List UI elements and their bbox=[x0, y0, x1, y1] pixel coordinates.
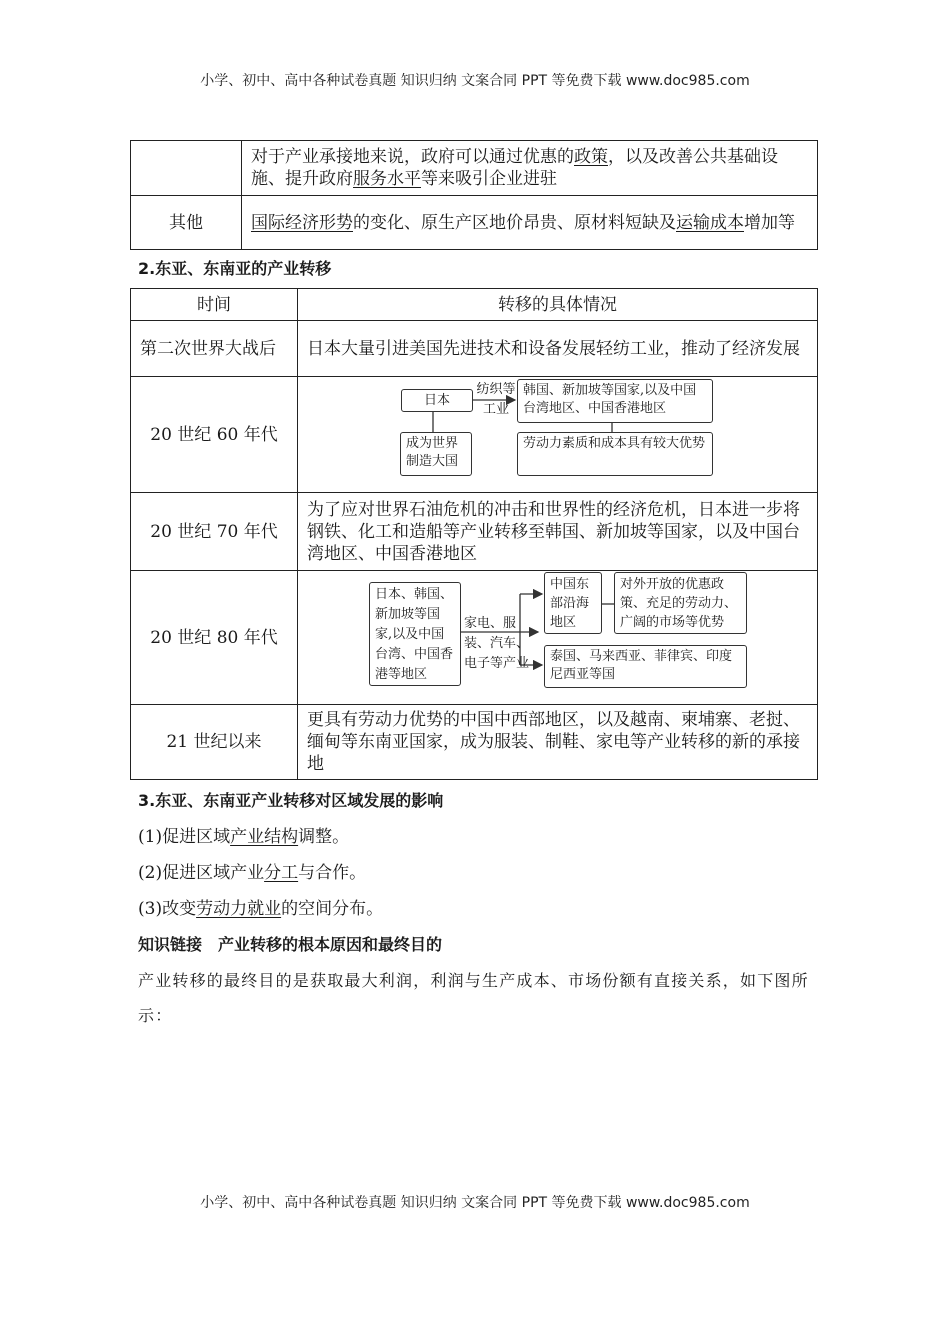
header-detail: 转移的具体情况 bbox=[298, 289, 818, 321]
underlined-term: 政策 bbox=[574, 147, 608, 167]
detail-cell: 更具有劳动力优势的中国中西部地区，以及越南、柬埔寨、老挝、缅甸等东南亚国家，成为服装、制鞋、家电等产业转移的新的承接地 bbox=[298, 705, 818, 780]
source-80s-box: 日本、韩国、新加坡等国家,以及中国台湾、中国香港等地区 bbox=[369, 582, 461, 686]
text-segment: 与合作。 bbox=[298, 863, 367, 883]
transfer-table bbox=[130, 288, 818, 780]
text-segment: 对于产业承接地来说，政府可以通过优惠的 bbox=[251, 147, 574, 167]
text-segment: (1)促进区域 bbox=[138, 827, 231, 847]
policy-table bbox=[130, 140, 818, 250]
labor-advantage-box: 劳动力素质和成本具有较大优势 bbox=[517, 432, 713, 476]
text-segment: 的空间分布。 bbox=[281, 899, 384, 919]
time-cell: 21 世纪以来 bbox=[131, 705, 298, 780]
impact-item-3 bbox=[138, 894, 383, 919]
section-2-title: 2.东亚、东南亚的产业转移 bbox=[138, 259, 332, 278]
knowledge-link-title: 知识链接 产业转移的根本原因和最终目的 bbox=[138, 935, 443, 954]
japan-box: 日本 bbox=[401, 389, 473, 412]
text-segment: (3)改变 bbox=[138, 899, 197, 919]
text-segment: 调整。 bbox=[298, 827, 350, 847]
impact-item-2 bbox=[138, 858, 366, 883]
underlined-term: 服务水平 bbox=[353, 169, 421, 189]
knowledge-link-text: 产业转移的最终目的是获取最大利润，利润与生产成本、市场份额有直接关系，如下图所示： bbox=[138, 971, 809, 1025]
header-time: 时间 bbox=[131, 289, 298, 321]
detail-cell: 为了应对世界石油危机的冲击和世界性的经济危机，日本进一步将钢铁、化工和造船等产业转移至韩国、新加坡等国家，以及中国台湾地区、中国香港地区 bbox=[298, 493, 818, 571]
text-segment: 增加等 bbox=[744, 212, 795, 233]
time-cell: 20 世纪 60 年代 bbox=[131, 377, 298, 493]
industries-label: 家电、服装、汽车、电子等产业 bbox=[464, 616, 530, 671]
world-factory-box: 成为世界制造大国 bbox=[400, 432, 472, 476]
underlined-term: 运输成本 bbox=[676, 212, 744, 233]
other-row-text bbox=[242, 196, 818, 250]
underlined-term: 劳动力就业 bbox=[196, 899, 282, 919]
text-segment: 等来吸引企业进驻 bbox=[421, 169, 557, 189]
time-cell: 20 世纪 70 年代 bbox=[131, 493, 298, 571]
detail-cell: 日本大量引进美国先进技术和设备发展轻纺工业，推动了经济发展 bbox=[298, 321, 818, 377]
destination-60s-box: 韩国、新加坡等国家,以及中国台湾地区、中国香港地区 bbox=[517, 379, 713, 423]
policy-row-text bbox=[242, 141, 818, 196]
impact-item-1 bbox=[138, 822, 349, 847]
text-segment: (2)促进区域产业 bbox=[138, 863, 265, 883]
page-footer: 小学、初中、高中各种试卷真题 知识归纳 文案合同 PPT 等免费下载 www.doc985.com bbox=[200, 1195, 750, 1211]
time-cell: 20 世纪 80 年代 bbox=[131, 571, 298, 705]
arrow-label-textile: 纺织等工业 bbox=[476, 382, 516, 417]
page-header: 小学、初中、高中各种试卷真题 知识归纳 文案合同 PPT 等免费下载 www.doc985.com bbox=[200, 73, 750, 89]
china-east-box: 中国东部沿海地区 bbox=[544, 572, 602, 634]
underlined-term: 分工 bbox=[264, 863, 299, 883]
underlined-term: 国际经济形势 bbox=[251, 212, 353, 233]
text-segment: ，以及改善公共基础设施、提升政府 bbox=[251, 147, 778, 189]
time-cell: 第二次世界大战后 bbox=[131, 321, 298, 377]
other-label: 其他 bbox=[131, 196, 242, 250]
policy-advantage-box: 对外开放的优惠政策、充足的劳动力、广阔的市场等优势 bbox=[614, 572, 747, 634]
text-segment: 的变化、原生产区地价昂贵、原材料短缺及 bbox=[353, 212, 676, 233]
southeast-asia-box: 泰国、马来西亚、菲律宾、印度尼西亚等国 bbox=[544, 645, 747, 688]
section-3-title: 3.东亚、东南亚产业转移对区域发展的影响 bbox=[138, 791, 444, 810]
underlined-term: 产业结构 bbox=[230, 827, 299, 847]
policy-table-empty-cell bbox=[131, 141, 242, 196]
